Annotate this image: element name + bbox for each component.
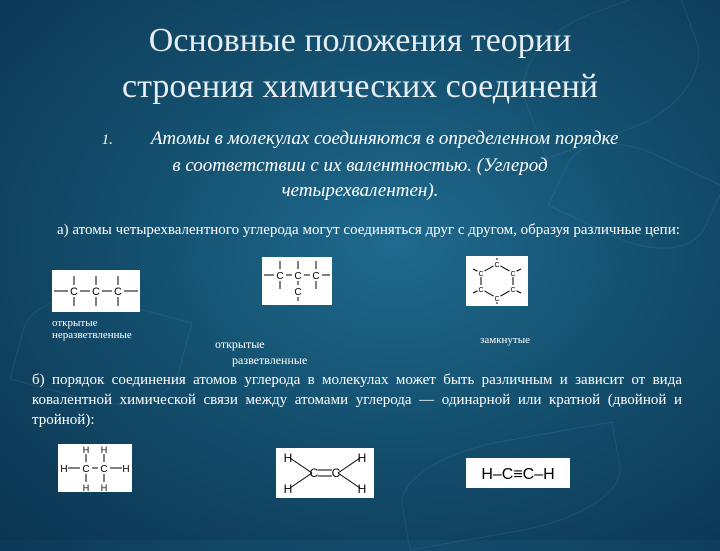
point-text: Атомы в молекулах соединяются в определенном порядке в соответствии с их валентностью. (Углерод четырехвалентен). xyxy=(150,128,619,201)
atom-c: C xyxy=(100,464,108,475)
point-number: 1. xyxy=(101,132,113,148)
atom-c: C xyxy=(331,466,341,480)
caption-open-branched-2: разветвленные xyxy=(232,353,308,367)
atom-c: C xyxy=(92,286,100,298)
double-bond-formula xyxy=(276,448,374,498)
title-line-1: Основные положения теории xyxy=(148,22,572,59)
title-line-2: строения химических соединенй xyxy=(122,68,598,105)
main-point xyxy=(100,126,620,203)
atom-c: C xyxy=(510,287,516,294)
closed-ring-chain xyxy=(466,256,528,306)
atom-c: C xyxy=(276,271,284,282)
atom-c: C xyxy=(478,287,484,294)
atom-c: C xyxy=(294,287,302,298)
atom-c: C xyxy=(294,271,302,282)
caption-open-unbranched: открытые неразветвленные xyxy=(52,317,132,341)
atom-h: H xyxy=(60,464,68,475)
atom-c: C xyxy=(309,466,319,480)
caption-open-branched-1: открытые xyxy=(215,337,265,351)
atom-c: C xyxy=(70,286,78,298)
atom-h: H xyxy=(82,445,90,455)
atom-h: H xyxy=(283,451,293,465)
atom-c: C xyxy=(312,271,320,282)
triple-bond-formula xyxy=(466,458,570,488)
open-branched-chain xyxy=(262,257,332,305)
atom-c: C xyxy=(494,262,500,269)
atom-h: H xyxy=(122,464,130,475)
paragraph-b: б) порядок соединения атомов углерода в молекулах может быть различным и зависит от вида ковалентной химической связи между атомами углерода — одинарной или кратной (двойной и тройной): xyxy=(32,372,682,428)
slide-title xyxy=(0,18,720,110)
atom-h: H xyxy=(100,483,108,492)
caption-closed: замкнутые xyxy=(480,334,530,346)
atom-h: H xyxy=(283,482,293,496)
atom-h: H xyxy=(357,451,367,465)
atom-h: H xyxy=(100,445,108,455)
atom-c: C xyxy=(114,286,122,298)
single-bond-formula xyxy=(58,444,132,492)
atom-c: C xyxy=(510,271,516,278)
atom-c: C xyxy=(478,271,484,278)
paragraph-a: а) атомы четырехвалентного углерода могут соединяться друг с другом, образуя различные цепи: xyxy=(57,222,680,238)
atom-h: H xyxy=(82,483,90,492)
atom-c: C xyxy=(82,464,90,475)
triple-bond-text: H–C≡C–H xyxy=(481,466,555,483)
atom-h: H xyxy=(357,482,367,496)
open-unbranched-chain xyxy=(52,270,140,312)
atom-c: C xyxy=(494,296,500,303)
